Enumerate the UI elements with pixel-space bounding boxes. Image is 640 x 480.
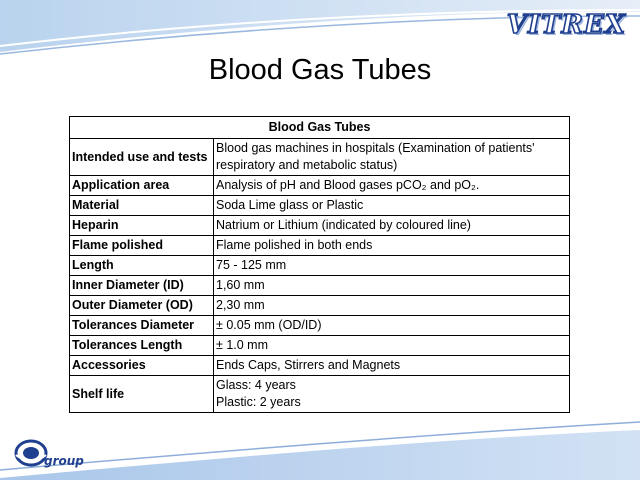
- row-value: Glass: 4 years Plastic: 2 years: [214, 376, 570, 413]
- row-value: Flame polished in both ends: [214, 236, 570, 256]
- row-label: Shelf life: [70, 376, 214, 413]
- cti-logo-icon: [14, 436, 48, 470]
- table-row: [70, 296, 570, 316]
- company-logo: [14, 434, 94, 474]
- spec-table: [69, 116, 570, 413]
- table-row: [70, 196, 570, 216]
- brand-logo: VITREX: [506, 10, 626, 40]
- row-label: Inner Diameter (ID): [70, 276, 214, 296]
- row-label: Heparin: [70, 216, 214, 236]
- row-label: Tolerances Length: [70, 336, 214, 356]
- row-label: Flame polished: [70, 236, 214, 256]
- table-title: Blood Gas Tubes: [70, 117, 570, 139]
- row-value: 2,30 mm: [214, 296, 570, 316]
- row-value: Natrium or Lithium (indicated by coloured line): [214, 216, 570, 236]
- row-label: Outer Diameter (OD): [70, 296, 214, 316]
- row-label: Intended use and tests: [70, 139, 214, 176]
- table-row: [70, 336, 570, 356]
- table-row: [70, 376, 570, 413]
- row-value: Blood gas machines in hospitals (Examination of patients' respiratory and metabolic status): [214, 139, 570, 176]
- row-label: Application area: [70, 176, 214, 196]
- row-label: Length: [70, 256, 214, 276]
- table-row: [70, 216, 570, 236]
- row-value: 75 - 125 mm: [214, 256, 570, 276]
- row-value: ± 0.05 mm (OD/ID): [214, 316, 570, 336]
- row-value: 1,60 mm: [214, 276, 570, 296]
- table-row: [70, 276, 570, 296]
- table-row: [70, 139, 570, 176]
- page-title: Blood Gas Tubes: [208, 54, 432, 86]
- table-row: [70, 356, 570, 376]
- company-logo-text: group: [44, 454, 84, 468]
- row-value: ± 1.0 mm: [214, 336, 570, 356]
- row-value: Soda Lime glass or Plastic: [214, 196, 570, 216]
- table-header-row: [70, 117, 570, 139]
- table-row: [70, 236, 570, 256]
- row-value: Ends Caps, Stirrers and Magnets: [214, 356, 570, 376]
- row-label: Material: [70, 196, 214, 216]
- table-row: [70, 176, 570, 196]
- row-label: Tolerances Diameter: [70, 316, 214, 336]
- footer-swoosh: [0, 420, 640, 480]
- row-label: Accessories: [70, 356, 214, 376]
- table-row: [70, 316, 570, 336]
- row-value: Analysis of pH and Blood gases pCO₂ and pO₂.: [214, 176, 570, 196]
- table-row: [70, 256, 570, 276]
